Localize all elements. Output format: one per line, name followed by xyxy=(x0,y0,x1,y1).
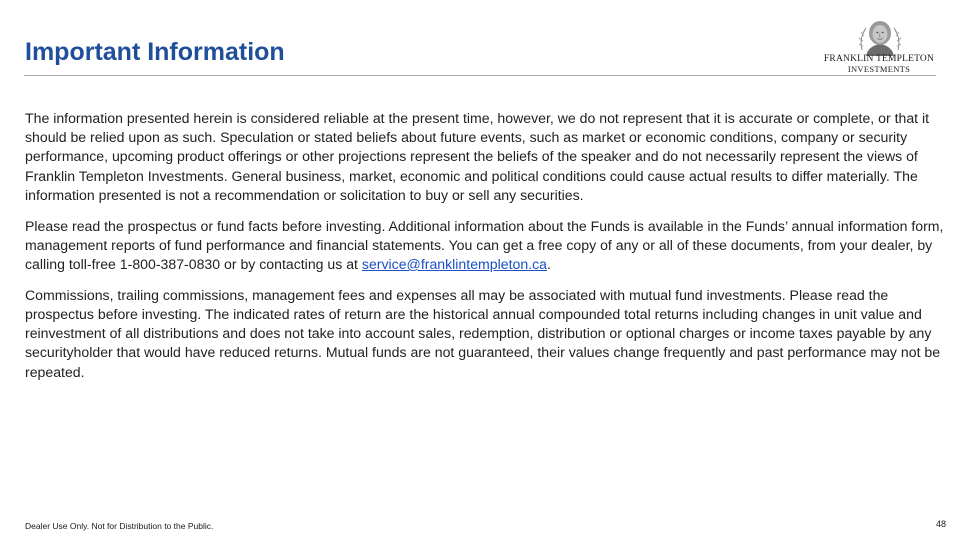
prospectus-paragraph xyxy=(25,217,947,275)
page-title: Important Information xyxy=(25,38,285,66)
commissions-paragraph: Commissions, trailing commissions, management fees and expenses all may be associated with mutual fund investments. Please read the prospectus before investing. The indicated rates of return are the historical annual compounded total returns including changes in unit value and reinvestment of all distributions and does not take into account sales, redemption, distribution or optional charges or income taxes payable by any securityholder that would have reduced returns. Mutual funds are not guaranteed, their values change frequently and past performance may not be repeated. xyxy=(25,286,941,380)
contact-email-link[interactable]: service@franklintempleton.ca xyxy=(361,256,547,273)
page-number: 48 xyxy=(935,519,946,529)
disclaimer-paragraph: The information presented herein is considered reliable at the present time, however, we do not represent that it is accurate or complete, or that it should be relied upon as such. Speculation or stated beliefs about future events, such as market or economic conditions, company or security performance, upcoming product offerings or other projections represent the beliefs of the speaker and do not necessarily represent the views of Franklin Templeton Investments. General business, market, economic and political conditions could cause actual results to differ materially. The information presented is not a recommendation or solicitation to buy or sell any securities. xyxy=(25,110,930,203)
franklin-templeton-logo xyxy=(818,14,940,74)
header-divider xyxy=(24,75,936,76)
footer-disclaimer: Dealer Use Only. Not for Distribution to the Public. xyxy=(25,521,214,531)
prospectus-text-end: . xyxy=(546,256,551,273)
disclaimer-body xyxy=(25,109,947,393)
logo-wordmark: FRANKLIN TEMPLETON xyxy=(823,54,935,64)
logo-subwordmark: INVESTMENTS xyxy=(847,64,911,74)
benjamin-franklin-portrait-icon xyxy=(856,16,904,56)
prospectus-text: Please read the prospectus or fund facts before investing. Additional information about the Funds is available in the Funds’ annual information form, management reports of fund performance and financial statements. You can get a free copy of any or all of these documents, from your dealer, by calling toll-free 1-800-387-0830 or by contacting us at xyxy=(25,217,944,273)
